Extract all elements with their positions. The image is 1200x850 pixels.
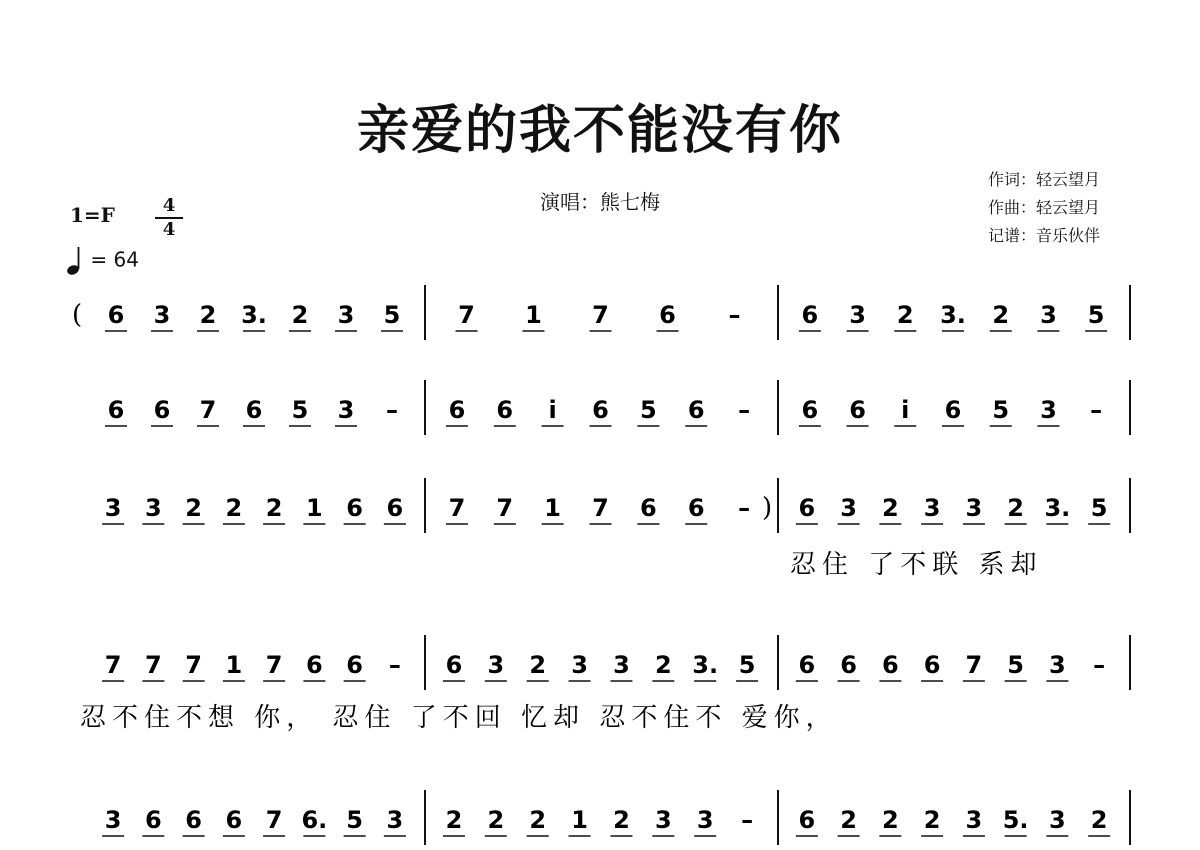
tempo-value: = 64 bbox=[90, 247, 139, 272]
note: 3 bbox=[1040, 301, 1057, 329]
note: 6 bbox=[659, 301, 676, 329]
note: 5 bbox=[640, 396, 657, 424]
note: 6 bbox=[145, 806, 162, 834]
note: 3. bbox=[241, 301, 267, 329]
note: 7 bbox=[104, 651, 122, 679]
note: 6 bbox=[798, 494, 816, 522]
note: 3. bbox=[1044, 494, 1071, 522]
note: – bbox=[386, 396, 398, 424]
note: 7 bbox=[185, 651, 202, 679]
note: – bbox=[728, 301, 741, 329]
note: 2 bbox=[1090, 806, 1108, 834]
note: 6 bbox=[840, 651, 857, 679]
note: 3 bbox=[153, 301, 171, 329]
note: 6 bbox=[923, 651, 941, 679]
note: 7 bbox=[496, 494, 514, 522]
note: 2 bbox=[265, 494, 283, 522]
note: 3 bbox=[1049, 651, 1066, 679]
note: 6 bbox=[798, 806, 816, 834]
note: 6 bbox=[445, 651, 463, 679]
note: 2 bbox=[613, 806, 630, 834]
note: 3 bbox=[571, 651, 588, 679]
note: 1 bbox=[306, 494, 323, 522]
note: 3 bbox=[145, 494, 162, 522]
note: 6 bbox=[448, 396, 466, 424]
note: 6 bbox=[346, 651, 363, 679]
note: 6 bbox=[640, 494, 657, 522]
note: – bbox=[741, 806, 754, 834]
note: 2 bbox=[896, 301, 914, 329]
note: 5 bbox=[738, 651, 756, 679]
note: 6 bbox=[849, 396, 866, 424]
note: 7 bbox=[199, 396, 217, 424]
note: – bbox=[388, 651, 401, 679]
note: 3 bbox=[965, 494, 983, 522]
note: 6 bbox=[386, 494, 404, 522]
note: 7 bbox=[265, 651, 283, 679]
note: 5 bbox=[1007, 651, 1024, 679]
note: 7 bbox=[592, 494, 609, 522]
note: 5 bbox=[383, 301, 401, 329]
note: 2 bbox=[185, 494, 202, 522]
note: 5 bbox=[291, 396, 309, 424]
note: 1 bbox=[544, 494, 561, 522]
note: 2 bbox=[445, 806, 463, 834]
note: 2 bbox=[654, 651, 672, 679]
note: 6 bbox=[801, 396, 819, 424]
note: 3 bbox=[965, 806, 983, 834]
note: 6 bbox=[107, 301, 125, 329]
time-signature-top: 4 bbox=[162, 195, 176, 216]
note: 2 bbox=[1007, 494, 1024, 522]
note: 2 bbox=[840, 806, 857, 834]
note: 2 bbox=[529, 806, 547, 834]
repeat-open-paren: ( bbox=[72, 300, 83, 330]
note: 3 bbox=[337, 301, 355, 329]
note: 7 bbox=[965, 651, 983, 679]
note: – bbox=[738, 494, 751, 522]
note: 2 bbox=[882, 494, 899, 522]
note: 1 bbox=[571, 806, 588, 834]
time-signature-bottom: 4 bbox=[162, 219, 176, 240]
note: 3 bbox=[487, 651, 505, 679]
note: 3 bbox=[923, 494, 941, 522]
note: 6 bbox=[496, 396, 514, 424]
note: 1 bbox=[225, 651, 243, 679]
lyricist-credit: 作词：轻云望月 bbox=[988, 170, 1101, 189]
note: 3 bbox=[654, 806, 672, 834]
note: 6. bbox=[301, 806, 328, 834]
note: 7 bbox=[458, 301, 475, 329]
note: 5. bbox=[1002, 806, 1029, 834]
lyric-line: 忍住 了不联 系却 bbox=[790, 550, 1043, 580]
note: 6 bbox=[687, 396, 705, 424]
note: 5 bbox=[346, 806, 363, 834]
note: 7 bbox=[448, 494, 466, 522]
note: 5 bbox=[1087, 301, 1105, 329]
note: 6 bbox=[306, 651, 323, 679]
note: – bbox=[738, 396, 751, 424]
note: 2 bbox=[923, 806, 941, 834]
lyric-line: 忍不住不想 你， 忍住 了不回 忆却 忍不住不 爱你， bbox=[80, 703, 838, 733]
note: 6 bbox=[225, 806, 243, 834]
note: 6 bbox=[687, 494, 705, 522]
composer-credit: 作曲：轻云望月 bbox=[988, 198, 1101, 217]
note: 6 bbox=[107, 396, 125, 424]
key-signature: 1=F bbox=[70, 203, 115, 227]
note: 3 bbox=[1040, 396, 1057, 424]
note: i bbox=[901, 396, 910, 424]
singer-credit: 演唱：熊七梅 bbox=[540, 190, 660, 214]
note: 3 bbox=[104, 494, 122, 522]
note: 3 bbox=[386, 806, 404, 834]
note: 2 bbox=[225, 494, 243, 522]
note: 2 bbox=[291, 301, 309, 329]
note: 6 bbox=[882, 651, 899, 679]
repeat-close-paren: ) bbox=[762, 493, 773, 523]
note: 2 bbox=[992, 301, 1010, 329]
note: 3 bbox=[613, 651, 630, 679]
note: 3 bbox=[696, 806, 714, 834]
note: 3 bbox=[337, 396, 355, 424]
note: 6 bbox=[153, 396, 171, 424]
note: 6 bbox=[944, 396, 962, 424]
note: i bbox=[548, 396, 557, 424]
note: 3 bbox=[1049, 806, 1066, 834]
note: 2 bbox=[199, 301, 217, 329]
note: 7 bbox=[592, 301, 609, 329]
note: 5 bbox=[1090, 494, 1108, 522]
note: 6 bbox=[801, 301, 819, 329]
transcriber-credit: 记谱：音乐伙伴 bbox=[988, 226, 1101, 245]
song-title: 亲爱的我不能没有你 bbox=[356, 100, 843, 161]
note: 1 bbox=[525, 301, 542, 329]
note: 3. bbox=[692, 651, 719, 679]
note: 6 bbox=[346, 494, 363, 522]
note: 6 bbox=[592, 396, 609, 424]
note: 6 bbox=[245, 396, 263, 424]
note: 6 bbox=[798, 651, 816, 679]
note: 7 bbox=[145, 651, 162, 679]
note: 7 bbox=[265, 806, 283, 834]
note: – bbox=[1093, 651, 1106, 679]
note: 6 bbox=[185, 806, 202, 834]
note: 3 bbox=[849, 301, 866, 329]
note: 2 bbox=[882, 806, 899, 834]
note: – bbox=[1090, 396, 1103, 424]
note: 2 bbox=[529, 651, 547, 679]
note: 3 bbox=[840, 494, 857, 522]
note: 2 bbox=[487, 806, 505, 834]
note: 3. bbox=[940, 301, 966, 329]
note: 5 bbox=[992, 396, 1010, 424]
note: 3 bbox=[104, 806, 122, 834]
